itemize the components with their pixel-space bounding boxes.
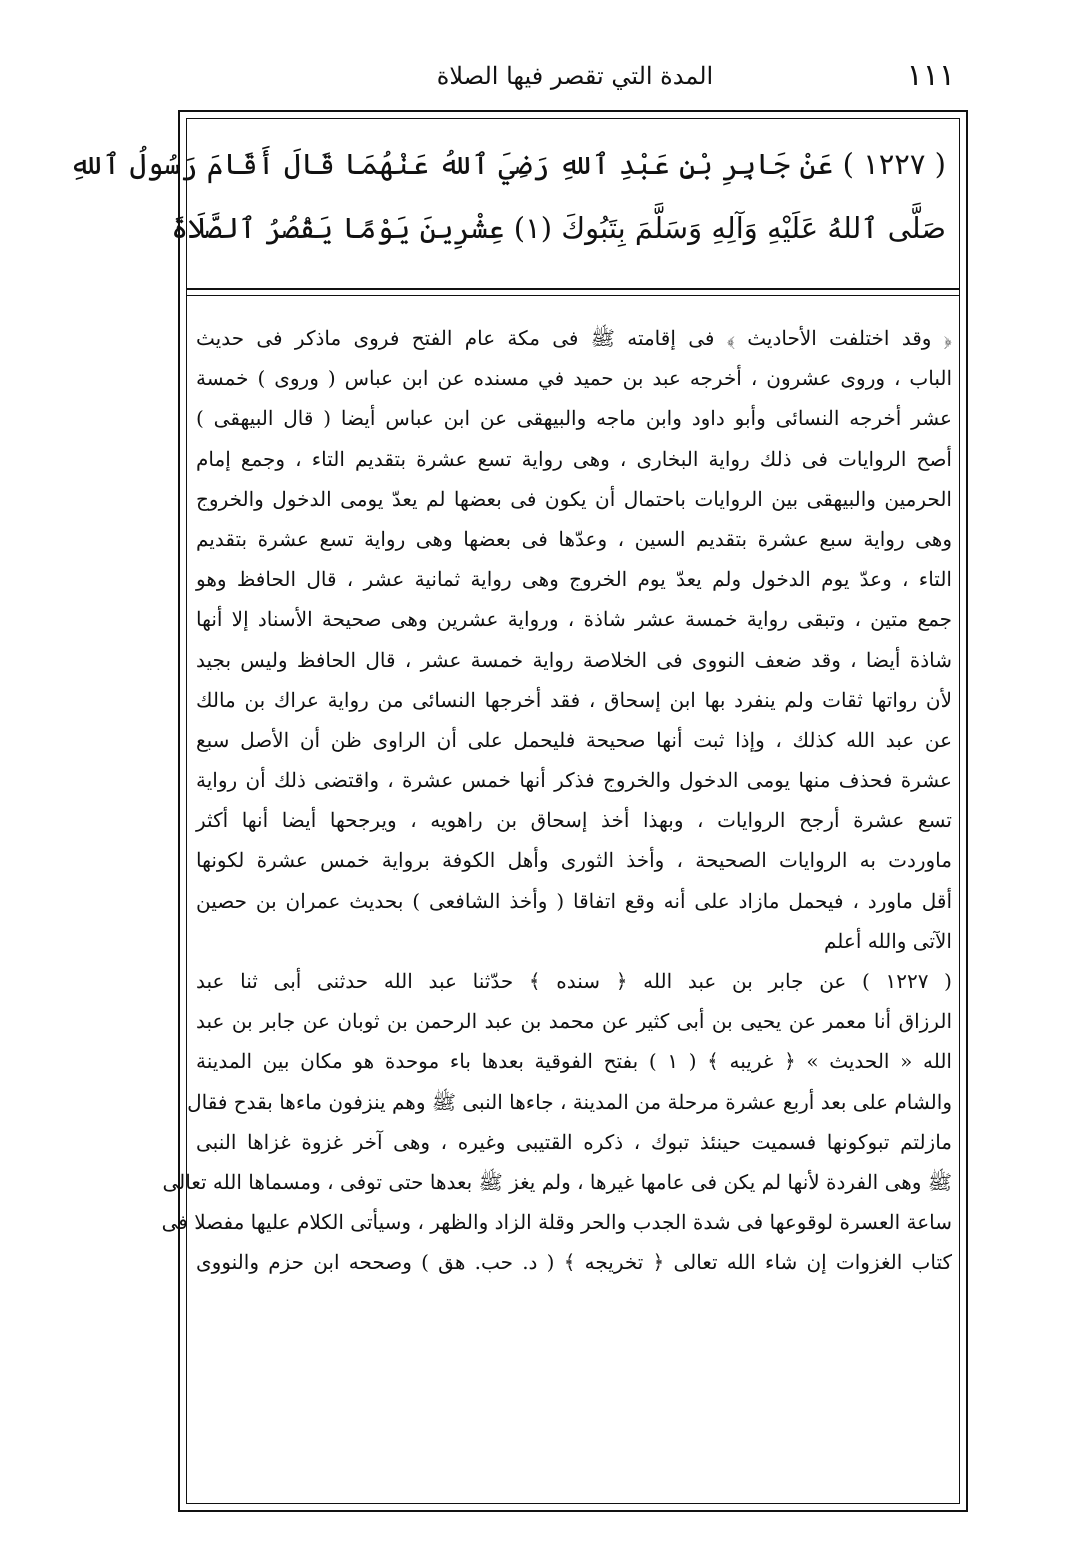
running-title: المدة التي تقصر فيها الصلاة (436, 62, 714, 90)
takhrij-line: والشام على بعد أربع عشرة مرحلة من المدينة ، جاءها النبى ﷺ وهم ينزفون ماءها بقدح فقال (187, 1089, 952, 1114)
running-header (195, 58, 955, 98)
commentary-line: عشر أخرجه النسائى وأبو داود وابن ماجه والبيهقى عن ابن عباس أيضا ( قال البيهقى ) (196, 406, 952, 431)
commentary-line: الباب ، وروى عشرون ، أخرجه عبد بن حميد في مسنده عن ابن عباس ( وروى ) خمسة (196, 366, 952, 391)
commentary-line: الحرمين والبيهقى بين الروايات باحتمال أن يكون فى بعضها لم يعدّ يومى الدخول والخروج (196, 486, 952, 511)
commentary-line: الآتى والله أعلم (824, 928, 952, 953)
page-number: ١١١ (906, 58, 955, 93)
section-separator (186, 288, 960, 296)
commentary-line: ماوردت به الروايات الصحيحة ، وأخذ الثورى وأهل الكوفة برواية خمس عشرة لكونها (196, 848, 952, 873)
commentary-line: أصح الروايات فى ذلك رواية البخارى ، وهى رواية تسع عشرة بتقديم التاء ، وجمع إمام (196, 446, 952, 471)
takhrij-line: الله « الحديث » ﴿ غريبه ﴾ ( ١ ) بفتح الفوقية بعدها باء موحدة هو مكان بين المدينة (196, 1049, 952, 1074)
takhrij-line: ﷺ وهى الفردة لأنها لم يكن فى عامها غيرها ، ولم يغز ﷺ بعدها حتى توفى ، ومسماها الله تعالى (162, 1169, 952, 1194)
hadith-text (69, 132, 946, 260)
hadith-line: ( ١٢٢٧ ) عَنْ جَابِرِ بْنِ عَبْدِ ٱللهِ رَضِيَ ٱللهُ عَنْهُمَا قَالَ أَقَامَ رَسُولُ ٱللهِ (69, 147, 946, 181)
takhrij-line: ساعة العسرة لوقوعها فى شدة الجدب والحر وقلة الزاد والظهر ، وسيأتى الكلام عليها مفصلا فى (161, 1210, 952, 1235)
commentary-line: جمع متين ، وتبقى رواية خمسة عشر شاذة ، ورواية عشرين وهى صحيحة الأسناد إلا أنها (196, 607, 952, 632)
commentary-line: وهى رواية سبع عشرة بتقديم السين ، وعدّها فى بعضها وهى رواية تسع عشرة بتقديم (196, 526, 952, 551)
commentary-line: أقل ماورد ، فيحمل مازاد على أنه وقع اتفاقا ( وأخذ الشافعى ) بحديث عمران بن حصين (196, 888, 952, 913)
commentary-line: عن عبد الله كذلك ، وإذا ثبت أنها صحيحة فليحمل على أن الراوى ظن أن الأصل سبع (196, 727, 952, 752)
commentary-line: ﴿ وقد اختلفت الأحاديث ﴾ فى إقامته ﷺ فى مكة عام الفتح فروى ماذكر فى حديث (196, 326, 952, 350)
takhrij-line: كتاب الغزوات إن شاء الله تعالى ﴿ تخريجه ﴾ ( د. حب. هق ) وصححه ابن حزم والنووى (196, 1250, 952, 1275)
takhrij-line: ( ١٢٢٧ ) عن جابر بن عبد الله ﴿ سنده ﴾ حدّثنا عبد الله حدثنى أبى ثنا عبد (196, 969, 952, 993)
commentary-line: التاء ، وعدّ يوم الدخول ولم يعدّ يوم الخروج وهى رواية ثمانية عشر ، قال الحافظ وهو (196, 567, 952, 592)
commentary-line: تسع عشرة أرجح الروايات ، وبهذا أخذ إسحاق بن راهويه ، ويرجحها أيضا أنها أكثر (196, 808, 952, 833)
hadith-line: صَلَّى ٱللهُ عَلَيْهِ وَآلِهِ وَسَلَّمَ بِتَبُوكَ (١) عِشْرِينَ يَوْمًا يَقْصُرُ ٱلصَّلَاةَ (171, 211, 946, 245)
takhrij-line: الرزاق أنا معمر عن يحيى بن أبى كثير عن محمد بن عبد الرحمن بن ثوبان عن جابر بن عبد (196, 1009, 952, 1034)
commentary-line: لأن رواتها ثقات ولم ينفرد بها ابن إسحاق ، فقد أخرجها النسائى من رواية عراك بن مالك (196, 687, 952, 712)
commentary-line: عشرة فحذف منها يومى الدخول والخروج فذكر أنها خمس عشرة ، واقتضى ذلك أن رواية (196, 768, 952, 793)
takhrij-line: مازلتم تبوكونها فسميت حينئذ تبوك ، ذكره القتيبى وغيره ، وهى آخر غزوة غزاها النبى (196, 1129, 952, 1154)
commentary-text (161, 318, 952, 1283)
commentary-line: شاذة أيضا ، وقد ضعف النووى فى الخلاصة رواية خمسة عشر ، قال الحافظ وليس بجيد (196, 647, 952, 672)
